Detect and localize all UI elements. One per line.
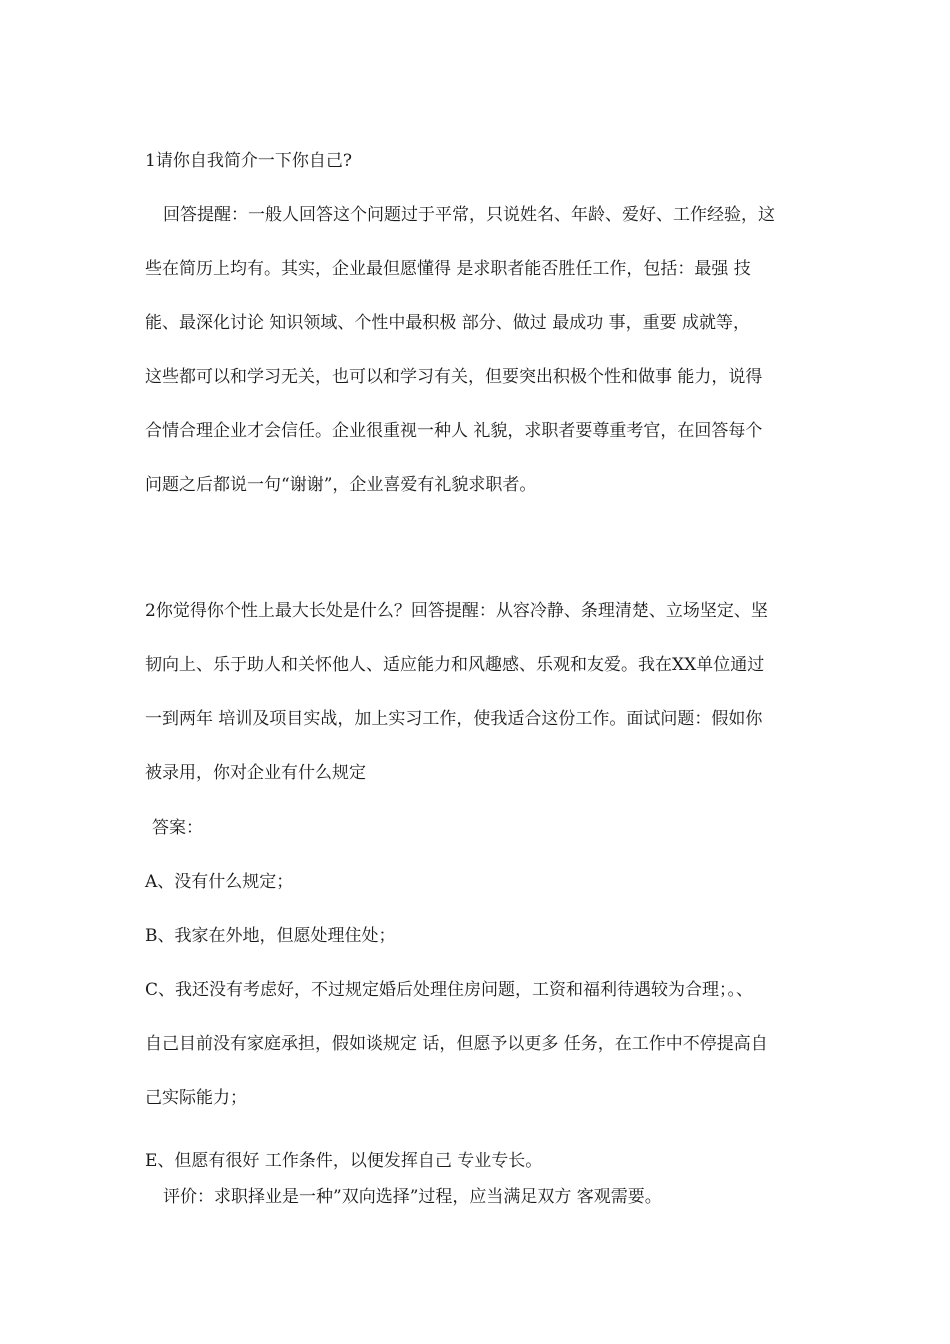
question-2-line: 被录用，你对企业有什么规定: [145, 763, 366, 783]
answer-label: 答案：: [152, 818, 203, 838]
option-d-line-1: 自己目前没有家庭承担，假如谈规定 话，但愿予以更多 任务，在工作中不停提高自: [145, 1034, 768, 1054]
evaluation: 评价：求职择业是一种”双向选择”过程，应当满足双方 客观需要。: [163, 1187, 662, 1207]
option-b: B、我家在外地，但愿处理住处；: [145, 926, 396, 946]
option-e: E、但愿有很好 工作条件，以便发挥自己 专业专长。: [145, 1151, 543, 1171]
q1-answer-line: 回答提醒：一般人回答这个问题过于平常，只说姓名、年龄、爱好、工作经验，这: [163, 205, 775, 225]
option-c: C、我还没有考虑好，不过规定婚后处理住房问题，工资和福利待遇较为合理；。、: [145, 980, 754, 1000]
q1-answer-line: 这些都可以和学习无关，也可以和学习有关，但要突出积极个性和做事 能力，说得: [145, 367, 763, 387]
option-d-line-2: 己实际能力；: [145, 1088, 247, 1108]
question-2-line: 韧向上、乐于助人和关怀他人、适应能力和风趣感、乐观和友爱。我在XX单位通过: [145, 655, 765, 675]
question-1-title: 1请你自我简介一下你自己?: [145, 151, 352, 171]
q1-answer-line: 能、最深化讨论 知识领域、个性中最积极 部分、做过 最成功 事，重要 成就等，: [145, 313, 751, 333]
option-a: A、没有什么规定；: [145, 872, 294, 892]
question-2-line: 一到两年 培训及项目实战，加上实习工作，使我适合这份工作。面试问题：假如你: [145, 709, 763, 729]
question-2-line: 2你觉得你个性上最大长处是什么？回答提醒：从容冷静、条理清楚、立场坚定、坚: [145, 601, 768, 621]
q1-answer-line: 合情合理企业才会信任。企业很重视一种人 礼貌，求职者要尊重考官，在回答每个: [145, 421, 763, 441]
q1-answer-line: 些在简历上均有。其实，企业最但愿懂得 是求职者能否胜任工作，包括：最强 技: [145, 259, 751, 279]
q1-answer-line: 问题之后都说一句“谢谢”，企业喜爱有礼貌求职者。: [145, 475, 537, 495]
